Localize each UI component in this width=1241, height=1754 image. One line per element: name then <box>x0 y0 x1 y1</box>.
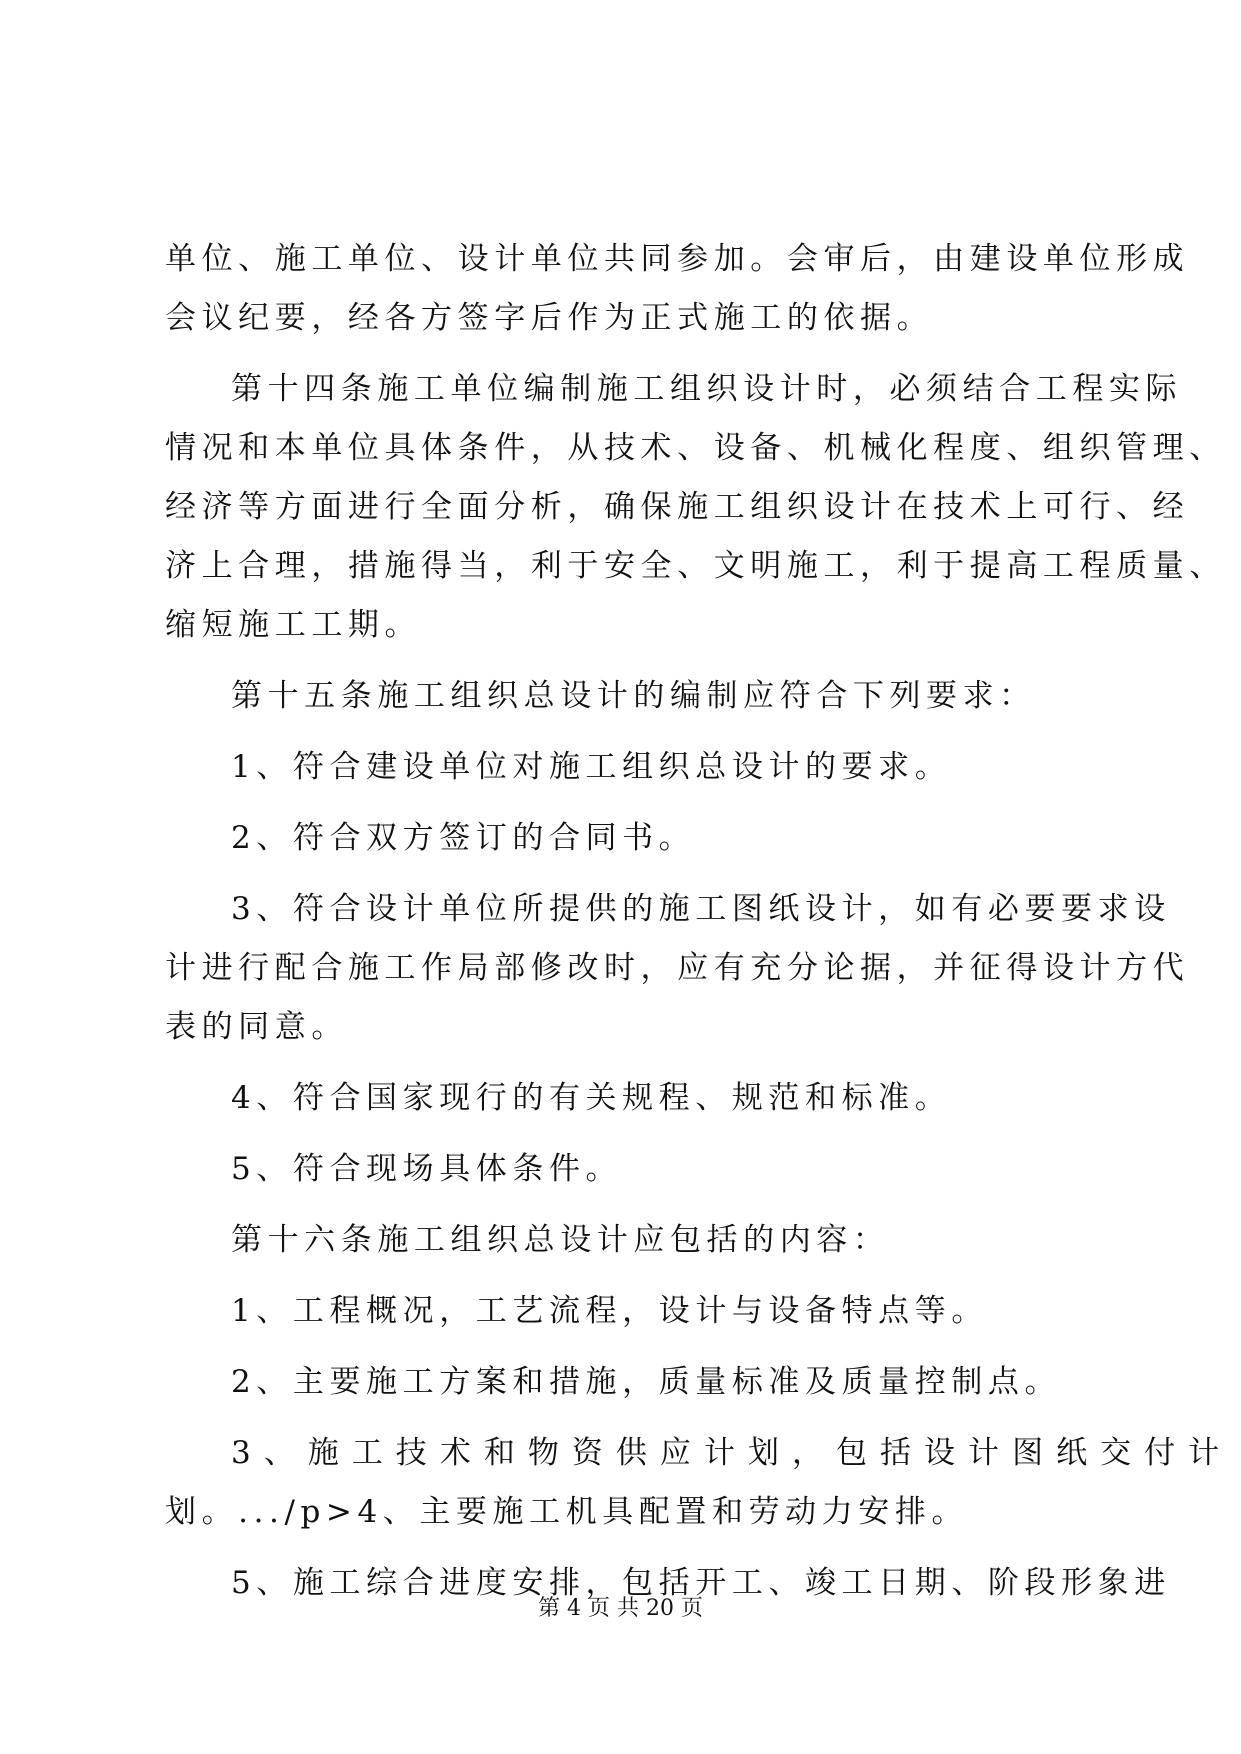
list-item: 3、符合设计单位所提供的施工图纸设计，如有必要要求设 <box>231 891 1171 927</box>
paragraph-line: 经济等方面进行全面分析，确保施工组织设计在技术上可行、经 <box>165 489 1190 525</box>
paragraph-line: 第十五条施工组织总设计的编制应符合下列要求： <box>231 678 1036 714</box>
list-item: 2、符合双方签订的合同书。 <box>231 820 696 856</box>
list-item: 5、施工综合进度安排，包括开工、竣工日期、阶段形象进 <box>231 1565 1171 1601</box>
list-item: 1、符合建设单位对施工组织总设计的要求。 <box>231 749 952 785</box>
list-item: 1、工程概况，工艺流程，设计与设备特点等。 <box>231 1293 988 1329</box>
paragraph-line: 计进行配合施工作局部修改时，应有充分论据，并征得设计方代 <box>165 950 1190 986</box>
list-item: 4、符合国家现行的有关规程、规范和标准。 <box>231 1080 952 1116</box>
list-item: 2、主要施工方案和措施，质量标准及质量控制点。 <box>231 1364 1062 1400</box>
paragraph-line: 划。.../p>4、主要施工机具配置和劳动力安排。 <box>165 1494 969 1530</box>
paragraph-line: 单位、施工单位、设计单位共同参加。会审后，由建设单位形成 <box>165 241 1190 277</box>
paragraph-line: 第十四条施工单位编制施工组织设计时，必须结合工程实际 <box>231 371 1183 407</box>
page-number-footer: 第 4 页 共 20 页 <box>538 1596 703 1621</box>
paragraph-line: 表的同意。 <box>165 1009 348 1045</box>
list-item: 5、符合现场具体条件。 <box>231 1151 623 1187</box>
paragraph-line: 会议纪要，经各方签字后作为正式施工的依据。 <box>165 300 934 336</box>
paragraph-line: 缩短施工工期。 <box>165 607 422 643</box>
list-item: 3、施工技术和物资供应计划，包括设计图纸交付计 <box>231 1435 1233 1471</box>
paragraph-line: 情况和本单位具体条件，从技术、设备、机械化程度、组织管理、 <box>165 430 1226 466</box>
paragraph-line: 济上合理，措施得当，利于安全、文明施工，利于提高工程质量、 <box>165 548 1226 584</box>
document-body <box>165 230 1233 1613</box>
paragraph-line: 第十六条施工组织总设计应包括的内容： <box>231 1222 890 1258</box>
